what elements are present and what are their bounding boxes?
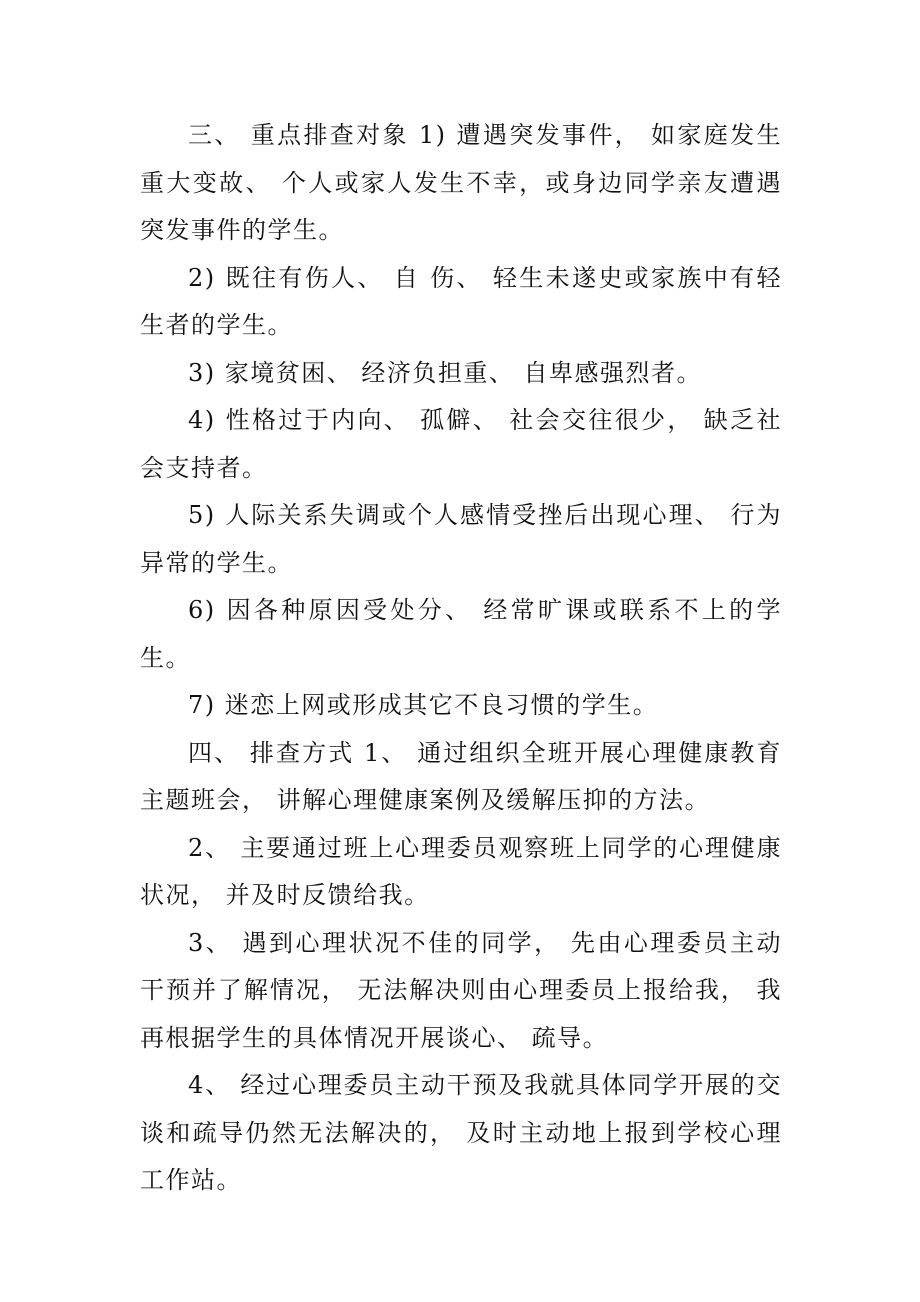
paragraph-method-3: 3、 遇到心理状况不佳的同学， 先由心理委员主动干预并了解情况， 无法解决则由心理委员上报给我， 我再根据学生的具体情况开展谈心、 疏导。: [140, 928, 782, 1052]
paragraph-item-7: 7) 迷恋上网或形成其它不良习惯的学生。: [188, 691, 659, 719]
paragraph-item-4: 4) 性格过于内向、 孤僻、 社会交往很少， 缺乏社会支持者。: [140, 406, 782, 482]
document-body: [140, 112, 782, 1205]
paragraph-item-5: 5) 人际关系失调或个人感情受挫后出现心理、 行为异常的学生。: [140, 501, 782, 577]
paragraph-method-4: 4、 经过心理委员主动干预及我就具体同学开展的交谈和疏导仍然无法解决的， 及时主动地上报到学校心理工作站。: [140, 1071, 782, 1194]
paragraph-item-6: 6) 因各种原因受处分、 经常旷课或联系不上的学生。: [140, 596, 782, 672]
paragraph-item-2: 2) 既往有伤人、 自 伤、 轻生未遂史或家族中有轻生者的学生。: [140, 263, 782, 339]
paragraph-item-3: 3) 家境贫困、 经济负担重、 自卑感强烈者。: [188, 358, 703, 387]
paragraph-section-3-item-1: 三、 重点排查对象 1) 遭遇突发事件， 如家庭发生重大变故、 个人或家人发生不幸，或身边同学亲友遭遇突发事件的学生。: [140, 121, 782, 244]
paragraph-method-2: 2、 主要通过班上心理委员观察班上同学的心理健康状况， 并及时反馈给我。: [140, 833, 782, 909]
paragraph-section-4-method-1: 四、 排查方式 1、 通过组织全班开展心理健康教育主题班会， 讲解心理健康案例及缓解压抑的方法。: [140, 738, 782, 814]
